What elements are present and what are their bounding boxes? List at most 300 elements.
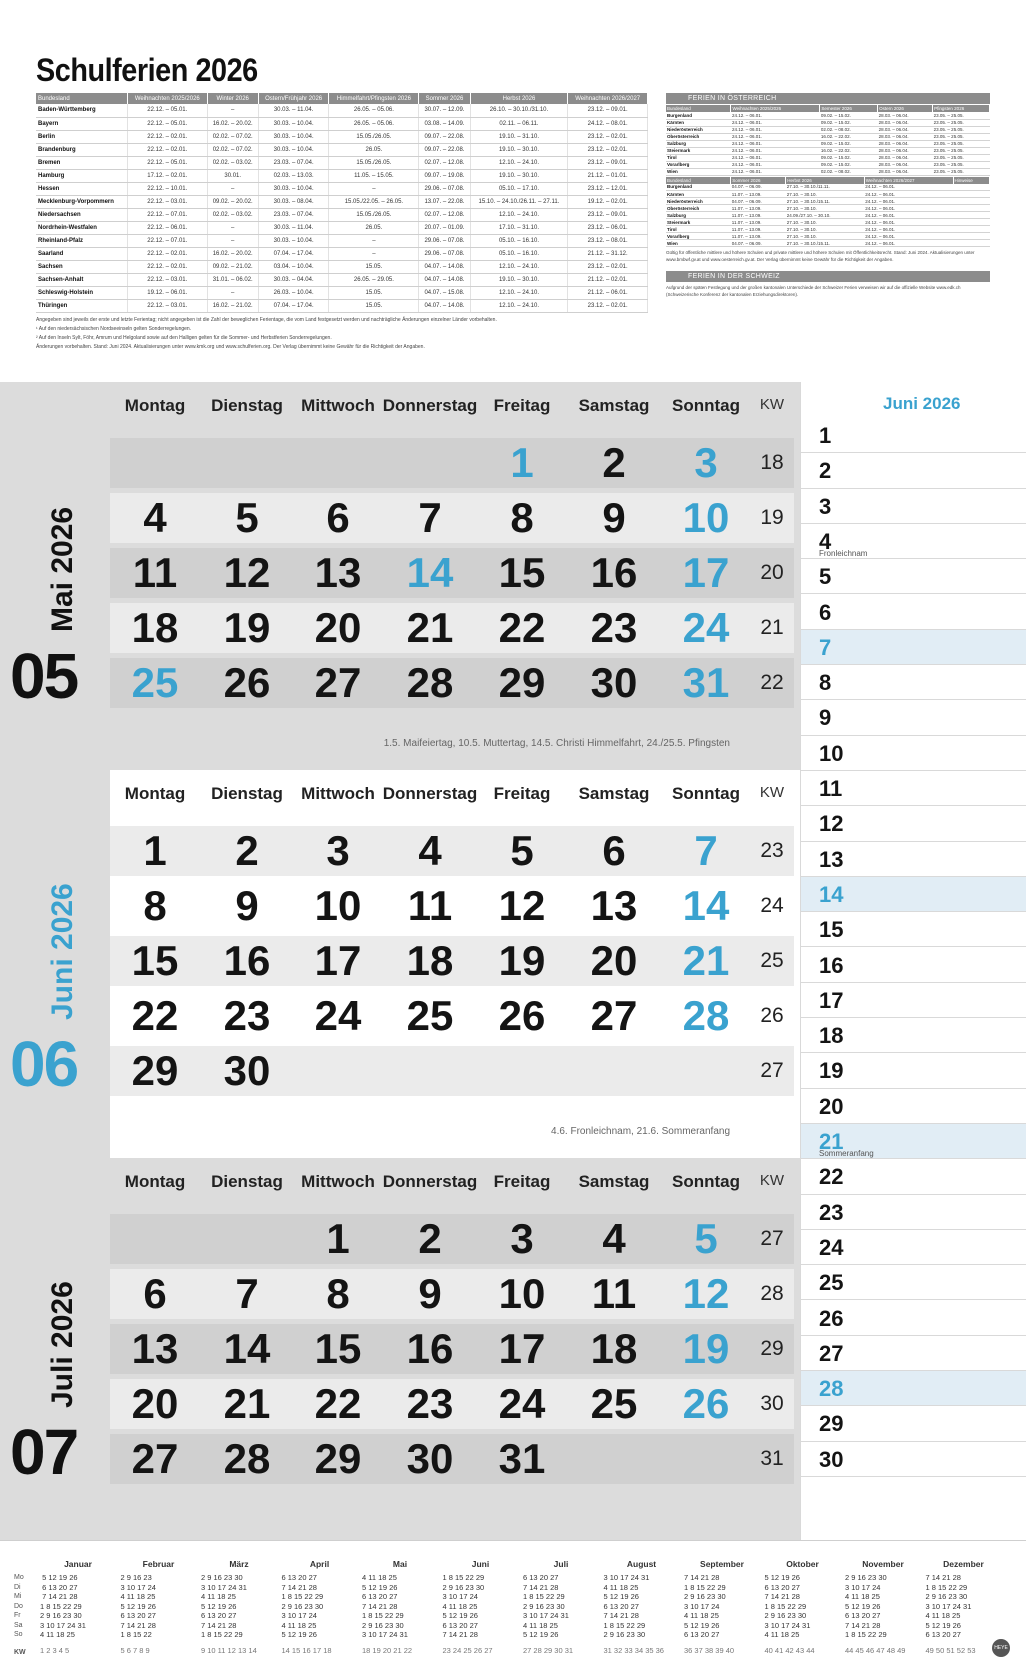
day-number: 22: [131, 992, 179, 1039]
holiday-range: 23.05. – 25.05.: [933, 147, 990, 154]
weekday-header: Dienstag: [211, 784, 283, 803]
holiday-range: 30.03. – 08.04.: [258, 195, 329, 208]
day-number: 22: [498, 604, 546, 651]
holiday-range: 24.12. – 06.01.: [864, 184, 953, 191]
holiday-range: 02.02. – 03.02.: [207, 208, 258, 221]
sidebar-day-row: [801, 418, 1026, 453]
state-name: Oberösterreich: [666, 205, 731, 212]
holiday-range: [953, 219, 990, 226]
state-name: Saarland: [36, 247, 128, 260]
state-name: Burgenland: [666, 112, 731, 119]
mini-month-name: März: [229, 1559, 249, 1569]
month-name: Juli 2026: [46, 1281, 79, 1408]
mini-month-row: 2 9 16 23 30: [40, 1611, 82, 1620]
austria-table-2: [666, 177, 990, 248]
page-title: Schulferien 2026: [36, 52, 258, 88]
mini-month-row: 6 13 20 27: [523, 1573, 559, 1582]
sidebar-day-number: 18: [819, 1023, 844, 1049]
holiday-range: 11.07. – 13.09.: [731, 233, 786, 240]
holiday-range: 30.03. – 10.04.: [258, 130, 329, 143]
month-number: 07: [10, 1416, 78, 1488]
holiday-range: [953, 226, 990, 233]
holiday-range: 22.12. – 02.01.: [128, 247, 208, 260]
holiday-range: 26.05. – 29.05.: [329, 273, 419, 286]
holiday-range: 23.12. – 02.01.: [568, 143, 648, 156]
day-number: 24: [498, 1380, 546, 1427]
holiday-range: 23.05. – 25.05.: [933, 119, 990, 126]
table-row: [666, 198, 990, 205]
table-row: [666, 126, 990, 133]
mini-month-row: 5 12 19 26: [442, 1611, 478, 1620]
state-name: Bayern: [36, 117, 128, 130]
holiday-range: 19.10. – 30.10.: [470, 143, 568, 156]
holiday-range: 30.03. – 11.04.: [258, 104, 329, 117]
austria-col-header: Sommer 2026: [731, 177, 786, 184]
table-row: [666, 168, 990, 175]
germany-holiday-table: [36, 93, 648, 313]
holiday-range: 23.12. – 09.01.: [568, 104, 648, 117]
sidebar-day-number: 4: [819, 528, 832, 554]
state-name: Thüringen: [36, 299, 128, 312]
day-number: 24: [682, 604, 730, 651]
sidebar-day-number: 11: [819, 776, 843, 801]
weekday-label: Mi: [14, 1593, 22, 1600]
state-name: Hessen: [36, 182, 128, 195]
holiday-range: 23.12. – 12.01.: [568, 182, 648, 195]
day-number: 2: [602, 439, 626, 486]
day-number: 3: [326, 827, 350, 874]
day-number: 17: [682, 549, 730, 596]
mini-month-row: 7 14 21 28: [684, 1573, 720, 1582]
mini-month-row: 4 11 18 25: [442, 1601, 478, 1611]
table-row: [666, 147, 990, 154]
mini-month-row: 1 8 15 22 29: [442, 1573, 485, 1582]
holiday-range: 23.12. – 08.01.: [568, 234, 648, 247]
day-number: 26: [498, 992, 546, 1039]
holiday-range: 23.12. – 09.01.: [568, 156, 648, 169]
mini-month-row: 7 14 21 28: [40, 1592, 78, 1601]
mini-month-row: 4 11 18 25: [764, 1630, 800, 1639]
day-number: 26: [682, 1380, 730, 1427]
mini-month-row: 5 12 19 26: [603, 1592, 639, 1601]
state-name: Wien: [666, 240, 731, 247]
weekday-header: Mittwoch: [301, 1172, 375, 1191]
mini-month-row: 6 13 20 27: [362, 1592, 398, 1601]
sidebar-day-row: [801, 1406, 1026, 1441]
holiday-range: 23.12. – 09.01.: [568, 208, 648, 221]
week-number: 30: [760, 1392, 784, 1415]
sidebar-day-number: 28: [819, 1376, 844, 1402]
mini-month-row: 2 9 16 23 30: [362, 1620, 404, 1630]
mini-month-row: 3 10 17 24 31: [523, 1611, 569, 1620]
holiday-range: 21.12. – 01.01.: [568, 169, 648, 182]
day-number: 28: [223, 1435, 271, 1482]
mini-month-kw: 49 50 51 52 53: [925, 1645, 976, 1655]
day-number: 31: [682, 659, 730, 706]
sidebar-day-number: 8: [819, 670, 832, 696]
switzerland-title: FERIEN IN DER SCHWEIZ: [666, 271, 990, 282]
holiday-range: 02.02. – 07.02.: [207, 130, 258, 143]
germany-col-header: Weihnachten 2026/2027: [568, 93, 648, 104]
mini-month-september: [684, 1559, 760, 1655]
mini-month-row: 3 10 17 24 31: [764, 1620, 811, 1630]
day-number: 7: [235, 1270, 259, 1317]
holiday-range: 19.10. – 31.10.: [470, 130, 568, 143]
day-number: 7: [418, 494, 442, 541]
sidebar-day-number: 15: [819, 917, 844, 943]
holiday-range: 24.09./27.10. – 30.10.: [786, 212, 865, 219]
holiday-range: 24.12. – 06.01.: [864, 212, 953, 219]
germany-col-header: Winter 2026: [207, 93, 258, 104]
weekday-label: Do: [14, 1602, 23, 1610]
holiday-range: [953, 191, 990, 198]
mini-month-row: 2 9 16 23 30: [201, 1573, 243, 1582]
holiday-range: 19.12. – 06.01.: [128, 286, 208, 299]
weekday-header: Dienstag: [211, 1172, 283, 1191]
state-name: Tirol: [666, 226, 731, 233]
table-row: [36, 156, 648, 169]
austria-col-header: Weihnachten 2026/2027: [864, 177, 953, 184]
austria-col-header: Weihnachten 2025/2026: [731, 105, 820, 112]
sidebar-day-row: [801, 665, 1026, 700]
holiday-range: 27.10. – 30.10.: [786, 191, 865, 198]
day-number: 28: [682, 992, 730, 1039]
mini-month-row: 1 8 15 22 29: [40, 1601, 82, 1611]
mini-month-row: 5 12 19 26: [120, 1601, 156, 1611]
day-number: 30: [223, 1047, 271, 1094]
germany-col-header: Herbst 2026: [470, 93, 568, 104]
holiday-range: 28.03. – 06.04.: [878, 168, 933, 175]
table-row: [666, 112, 990, 119]
mini-month-row: 1 8 15 22 29: [523, 1592, 565, 1601]
day-number: 21: [682, 937, 730, 984]
weekday-header: Montag: [124, 396, 186, 415]
month-name: Juni 2026: [46, 883, 79, 1020]
holiday-range: 22.12. – 03.01.: [128, 299, 208, 312]
holiday-range: 23.03. – 07.04.: [258, 208, 329, 221]
table-row: [666, 219, 990, 226]
day-number: 25: [590, 1380, 638, 1427]
week-number: 28: [760, 1282, 784, 1305]
mini-month-row: 2 9 16 23: [120, 1573, 152, 1582]
day-number: 15: [498, 549, 546, 596]
day-number: 21: [406, 604, 454, 651]
holiday-range: 23.12. – 02.01.: [568, 299, 648, 312]
holiday-range: 22.12. – 02.01.: [128, 260, 208, 273]
day-number: 24: [314, 992, 362, 1039]
holiday-range: 24.12. – 06.01.: [731, 154, 820, 161]
week-number: 22: [760, 671, 784, 694]
state-name: Tirol: [666, 154, 731, 161]
holiday-range: 15.05./26.05.: [329, 208, 419, 221]
mini-month-name: August: [626, 1559, 657, 1569]
mini-month-kw: 36 37 38 39 40: [684, 1645, 735, 1655]
holiday-range: 12.10. – 24.10.: [470, 286, 568, 299]
austria-table-1: [666, 105, 990, 176]
holiday-range: 16.02. – 20.02.: [207, 247, 258, 260]
weekday-header: Freitag: [493, 784, 551, 803]
table-row: [666, 212, 990, 219]
holiday-range: 24.12. – 08.01.: [568, 117, 648, 130]
mini-month-row: 2 9 16 23 30: [764, 1611, 807, 1620]
germany-col-header: Bundesland: [36, 93, 128, 104]
state-name: Kärnten: [666, 191, 731, 198]
mini-month-row: 4 11 18 25: [40, 1630, 75, 1639]
mini-month-row: 3 10 17 24 31: [40, 1620, 86, 1630]
sidebar-day-row: [801, 1124, 1026, 1159]
holiday-range: 28.03. – 06.04.: [878, 154, 933, 161]
sidebar-day-row: [801, 1053, 1026, 1088]
day-number: 2: [418, 1215, 442, 1262]
state-name: Berlin: [36, 130, 128, 143]
mini-month-row: 7 14 21 28: [201, 1620, 237, 1630]
sidebar-day-number: 6: [819, 599, 832, 625]
mini-month-row: 3 10 17 24: [442, 1592, 478, 1601]
austria-col-header: Bundesland: [666, 105, 731, 112]
day-number: 30: [590, 659, 638, 706]
holiday-range: 21.12. – 06.01.: [568, 286, 648, 299]
day-number: 6: [326, 494, 350, 541]
week-number: 25: [760, 949, 784, 972]
sidebar-day-row: [801, 489, 1026, 524]
day-number: 13: [131, 1325, 179, 1372]
state-name: Nordrhein-Westfalen: [36, 221, 128, 234]
holiday-range: 23.05. – 25.05.: [933, 161, 990, 168]
month-holiday-note: 1.5. Maifeiertag, 10.5. Muttertag, 14.5. Christi Himmelfahrt, 24./25.5. Pfingsten: [383, 738, 730, 749]
table-row: [36, 169, 648, 182]
mini-month-row: 4 11 18 25: [201, 1592, 236, 1601]
sidebar-day-row: [801, 1265, 1026, 1300]
mini-month-juli: [523, 1559, 599, 1655]
weekday-header: Donnerstag: [382, 396, 478, 415]
weekday-header: Sonntag: [672, 784, 740, 803]
sidebar-day-number: 24: [819, 1234, 844, 1260]
mini-month-kw: 14 15 16 17 18: [281, 1645, 332, 1655]
table-row: [666, 226, 990, 233]
holiday-range: 23.03. – 07.04.: [258, 156, 329, 169]
sidebar-day-number: 14: [819, 881, 844, 907]
holiday-range: 30.03. – 04.04.: [258, 273, 329, 286]
switzerland-note: Aufgrund der späten Festlegung und der großen kantonalen Unterschiede der Schweizer Ferien verweisen wir auf die offizielle Website www.edk.ch (Schweizerische Konferenz der kantonalen Erziehungsdirektoren).: [666, 285, 961, 297]
day-number: 14: [682, 882, 730, 929]
day-number: 6: [602, 827, 626, 874]
holiday-range: 26.10. – 30.10./31.10.: [470, 104, 568, 117]
day-number: 14: [223, 1325, 271, 1372]
day-number: 4: [602, 1215, 626, 1262]
table-row: [36, 221, 648, 234]
table-row: [36, 195, 648, 208]
mini-month-row: 3 10 17 24: [845, 1582, 881, 1592]
holiday-range: 12.10. – 24.10.: [470, 208, 568, 221]
day-number: 16: [590, 549, 638, 596]
mini-month-kw: 5 6 7 8 9: [120, 1645, 150, 1655]
mini-month-row: 1 8 15 22 29: [925, 1582, 968, 1592]
mini-month-name: Dezember: [943, 1559, 984, 1569]
table-row: [666, 191, 990, 198]
germany-col-header: Ostern/Frühjahr 2026: [258, 93, 329, 104]
germany-note: Änderungen vorbehalten. Stand: Juni 2024. Aktualisierungen unter www.kmk.org und www.schulferien.org. Der Verlag übernimmt keine Gewähr für die Richtigkeit der Angaben.: [36, 344, 425, 350]
table-row: [666, 161, 990, 168]
holiday-range: 05.10. – 17.10.: [470, 182, 568, 195]
austria-col-header: Ostern 2026: [878, 105, 933, 112]
holiday-range: 04.07. – 06.09.: [731, 184, 786, 191]
year-overview: [0, 1540, 1026, 1674]
holiday-range: 24.12. – 06.01.: [731, 161, 820, 168]
day-number: 19: [498, 937, 546, 984]
holiday-range: 17.10. – 31.10.: [470, 221, 568, 234]
holiday-range: 31.01. – 06.02.: [207, 273, 258, 286]
holiday-range: 24.12. – 06.01.: [731, 147, 820, 154]
mini-month-row: 6 13 20 27: [684, 1630, 720, 1639]
publisher-logo: HEYE: [992, 1639, 1010, 1657]
sidebar-day-row: [801, 983, 1026, 1018]
day-number: 8: [143, 882, 167, 929]
holiday-range: 16.02. – 22.02.: [820, 147, 878, 154]
austria-col-header: Hinweise: [953, 177, 990, 184]
table-row: [36, 143, 648, 156]
mini-month-row: 7 14 21 28: [845, 1620, 881, 1630]
day-number: 13: [590, 882, 638, 929]
holiday-range: 11.07. – 13.09.: [731, 226, 786, 233]
table-row: [666, 233, 990, 240]
week-number: 21: [760, 616, 784, 639]
sidebar-day-number: 20: [819, 1093, 844, 1119]
week-number: 27: [760, 1059, 784, 1082]
month-number: 05: [10, 640, 78, 712]
mini-month-row: 7 14 21 28: [603, 1611, 639, 1620]
holiday-range: 07.04. – 17.04.: [258, 299, 329, 312]
holiday-range: 11.07. – 13.09.: [731, 212, 786, 219]
holiday-range: 02.02. – 08.02.: [820, 126, 878, 133]
day-number: 26: [223, 659, 271, 706]
sidebar-day-row: [801, 877, 1026, 912]
sidebar-day-number: 9: [819, 705, 832, 731]
austria-col-header: Herbst 2026: [786, 177, 865, 184]
day-number: 10: [314, 882, 362, 929]
holiday-range: –: [207, 221, 258, 234]
sidebar-day-row: [801, 700, 1026, 735]
holiday-range: 22.12. – 03.01.: [128, 273, 208, 286]
germany-note: ¹ Auf den niedersächsischen Nordseeinseln gelten Sonderregelungen.: [36, 326, 192, 332]
holiday-range: 02.07. – 12.08.: [419, 208, 470, 221]
holiday-range: 23.05. – 25.05.: [933, 126, 990, 133]
day-number: 11: [132, 549, 178, 596]
holiday-range: 15.05./26.05.: [329, 156, 419, 169]
day-number: 12: [682, 1270, 730, 1317]
june-sidebar-title: Juni 2026: [883, 394, 961, 413]
mini-month-november: [845, 1559, 921, 1655]
holiday-range: 09.02. – 15.02.: [820, 112, 878, 119]
day-number: 16: [406, 1325, 454, 1372]
weekday-header: Sonntag: [672, 1172, 740, 1191]
holiday-range: 30.03. – 10.04.: [258, 182, 329, 195]
state-name: Schleswig-Holstein: [36, 286, 128, 299]
sidebar-day-row: [801, 912, 1026, 947]
holiday-range: 26.05. – 05.06.: [329, 104, 419, 117]
day-number: 4: [143, 494, 167, 541]
holiday-range: 15.05.: [329, 286, 419, 299]
mini-month-oktober: [765, 1559, 841, 1655]
day-number: 12: [498, 882, 546, 929]
mini-month-row: 7 14 21 28: [523, 1582, 559, 1592]
day-number: 9: [418, 1270, 442, 1317]
month-block-juni: [0, 770, 800, 1158]
weekday-header: Freitag: [493, 396, 551, 415]
mini-month-row: 6 13 20 27: [845, 1611, 881, 1620]
holiday-range: 22.12. – 05.01.: [128, 104, 208, 117]
day-number: 16: [223, 937, 271, 984]
holiday-range: 24.12. – 06.01.: [731, 112, 820, 119]
sidebar-day-number: 2: [819, 458, 832, 484]
holiday-range: 02.02. – 03.02.: [207, 156, 258, 169]
holiday-range: –: [207, 104, 258, 117]
germany-note: ² Auf den Inseln Sylt, Föhr, Amrum und Helgoland sowie auf den Halligen gelten für die Sommer- und Herbstferien Sonderregelungen.: [36, 335, 332, 341]
table-row: [36, 182, 648, 195]
holiday-range: 22.12. – 05.01.: [128, 117, 208, 130]
mini-month-row: 4 11 18 25: [120, 1592, 156, 1601]
week-number: 23: [760, 839, 784, 862]
holiday-range: 26.03. – 10.04.: [258, 286, 329, 299]
holiday-range: 09.07. – 22.08.: [419, 143, 470, 156]
sidebar-day-row: [801, 1195, 1026, 1230]
state-name: Vorarlberg: [666, 161, 731, 168]
table-row: [666, 133, 990, 140]
holiday-range: 23.05. – 25.05.: [933, 112, 990, 119]
kw-label: KW: [14, 1649, 26, 1656]
holiday-range: 09.07. – 22.08.: [419, 130, 470, 143]
holiday-range: 12.10. – 24.10.: [470, 156, 568, 169]
mini-month-row: 2 9 16 23 30: [281, 1601, 324, 1611]
day-number: 28: [406, 659, 454, 706]
holiday-range: 30.03. – 10.04.: [258, 234, 329, 247]
mini-month-kw: 27 28 29 30 31: [523, 1645, 574, 1655]
table-row: [666, 184, 990, 191]
holiday-range: 24.12. – 06.01.: [864, 240, 953, 247]
day-number: 17: [498, 1325, 546, 1372]
holiday-range: 09.02. – 21.02.: [207, 260, 258, 273]
state-name: Bremen: [36, 156, 128, 169]
holiday-range: 04.07. – 14.08.: [419, 299, 470, 312]
state-name: Steiermark: [666, 219, 731, 226]
holiday-range: 05.10. – 16.10.: [470, 247, 568, 260]
holiday-range: 28.03. – 06.04.: [878, 112, 933, 119]
holiday-range: –: [207, 234, 258, 247]
state-name: Niederösterreich: [666, 126, 731, 133]
holiday-range: 22.12. – 07.01.: [128, 208, 208, 221]
holiday-range: 15.05./22.05. – 26.05.: [329, 195, 419, 208]
sidebar-day-number: 10: [819, 740, 844, 766]
week-row: [110, 1214, 794, 1264]
day-number: 2: [235, 827, 259, 874]
sidebar-day-row: [801, 559, 1026, 594]
holiday-range: –: [329, 247, 419, 260]
austria-title: FERIEN IN ÖSTERREICH: [666, 93, 990, 104]
germany-note: Angegeben sind jeweils der erste und letzte Ferientag; nicht angegeben ist die Zahl der beweglichen Ferientage, die vom Land festgesetzt werden und nachträgliche Änderungen einzelner Länder vorbehalten.: [36, 317, 497, 323]
table-row: [36, 130, 648, 143]
holiday-range: 24.12. – 06.01.: [731, 126, 820, 133]
sidebar-day-number: 13: [819, 846, 844, 872]
state-name: Burgenland: [666, 184, 731, 191]
holiday-range: 23.12. – 06.01.: [568, 221, 648, 234]
day-number: 9: [235, 882, 259, 929]
sidebar-day-row: [801, 948, 1026, 983]
sidebar-day-row: [801, 842, 1026, 877]
mini-month-row: 1 8 15 22 29: [845, 1630, 887, 1639]
month-block-juli: [0, 1158, 800, 1546]
day-number: 19: [682, 1325, 730, 1372]
day-number: 23: [406, 1380, 454, 1427]
holiday-range: 02.02. – 08.02.: [820, 168, 878, 175]
